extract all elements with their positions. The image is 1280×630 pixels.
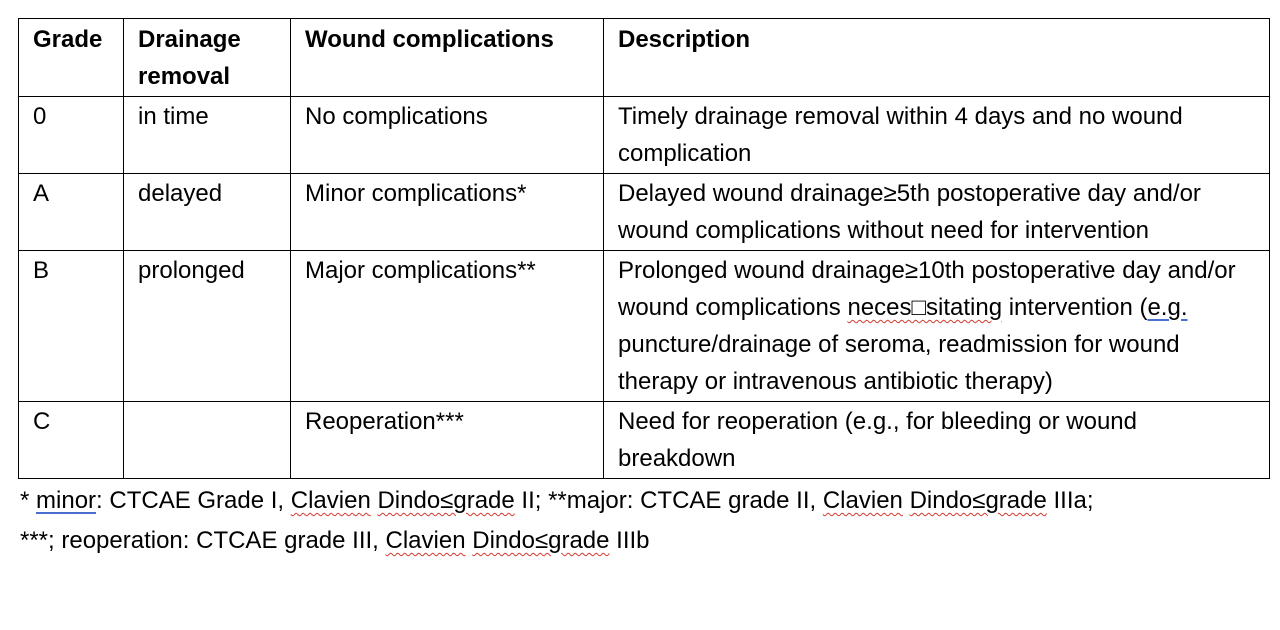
grammar-flagged-word[interactable]: minor: [36, 487, 97, 514]
footnote-line-2: [20, 521, 1270, 561]
cell-wound: Reoperation***: [291, 402, 604, 479]
cell-wound: Minor complications*: [291, 174, 604, 251]
description-text: intervention (: [1002, 294, 1148, 321]
cell-wound: No complications: [291, 97, 604, 174]
cell-description: Need for reoperation (e.g., for bleeding or wound breakdown: [604, 402, 1270, 479]
cell-drainage: in time: [124, 97, 291, 174]
footnote-text: II; **major: CTCAE grade II,: [514, 487, 823, 514]
cell-description: Delayed wound drainage≥5th postoperative day and/or wound complications without need for intervention: [604, 174, 1270, 251]
cell-description: [604, 251, 1270, 402]
cell-description: Timely drainage removal within 4 days and no wound complication: [604, 97, 1270, 174]
footnote-text: ***; reoperation: CTCAE grade III,: [20, 527, 386, 554]
header-drainage-line2: removal: [138, 63, 231, 90]
table-row: [19, 97, 1270, 174]
misspelled-word[interactable]: Clavien: [385, 527, 466, 554]
cell-drainage: [124, 402, 291, 479]
header-description: Description: [604, 19, 1270, 97]
footnote-text: *: [20, 487, 37, 514]
cell-grade: 0: [19, 97, 124, 174]
footnote: [18, 481, 1270, 561]
footnote-text: : CTCAE Grade I,: [96, 487, 291, 514]
footnote-text: IIIb: [609, 527, 650, 554]
table-row: [19, 174, 1270, 251]
cell-drainage: delayed: [124, 174, 291, 251]
footnote-text: IIIa;: [1046, 487, 1094, 514]
grading-table: [18, 18, 1270, 479]
cell-grade: A: [19, 174, 124, 251]
table-row: [19, 402, 1270, 479]
cell-grade: C: [19, 402, 124, 479]
misspelled-word[interactable]: Dindo≤grade: [377, 487, 515, 514]
cell-grade: B: [19, 251, 124, 402]
header-wound-complications: Wound complications: [291, 19, 604, 97]
grammar-flagged-word[interactable]: e.g.: [1147, 294, 1188, 321]
document-page: [18, 18, 1270, 561]
header-grade: Grade: [19, 19, 124, 97]
cell-wound: Major complications**: [291, 251, 604, 402]
misspelled-word[interactable]: Clavien: [290, 487, 371, 514]
misspelled-word[interactable]: neces□sitating: [847, 294, 1003, 321]
footnote-text: [903, 487, 910, 514]
footnote-line-1: [20, 481, 1270, 521]
header-drainage-line1: Drainage: [138, 26, 241, 53]
header-drainage-removal: [124, 19, 291, 97]
description-text: puncture/drainage of seroma, readmission for wound therapy or intravenous antibiotic therapy): [618, 331, 1180, 395]
table-header-row: [19, 19, 1270, 97]
description-text: Prolonged wound drainage≥10th postoperative day and/or wound complications: [618, 257, 1236, 321]
table-row: [19, 251, 1270, 402]
misspelled-word[interactable]: Dindo≤grade: [472, 527, 610, 554]
cell-drainage: prolonged: [124, 251, 291, 402]
misspelled-word[interactable]: Dindo≤grade: [909, 487, 1047, 514]
misspelled-word[interactable]: Clavien: [822, 487, 903, 514]
